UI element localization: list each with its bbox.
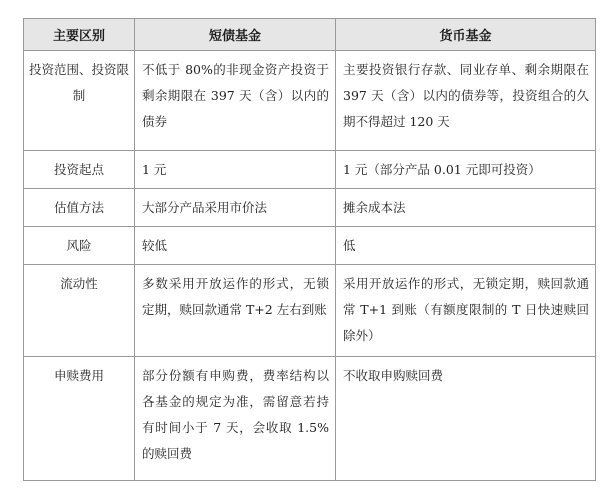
table-row-liquidity (24, 265, 596, 357)
comparison-table-container (23, 18, 595, 481)
short-bond-cell: 部分份额有申购费，费率结构以各基金的规定为准，需留意若持有时间小于 7 天，会收取 1.5%的赎回费 (135, 357, 336, 481)
table-row-investment-scope (24, 51, 596, 151)
short-bond-cell: 1 元 (135, 151, 336, 189)
money-fund-cell: 摊余成本法 (336, 189, 596, 227)
short-bond-cell: 多数采用开放运作的形式，无锁定期，赎回款通常 T+2 左右到账 (135, 265, 336, 357)
table-row-investment-minimum (24, 151, 596, 189)
row-label: 估值方法 (24, 189, 135, 227)
row-label: 流动性 (24, 265, 135, 357)
table-row-risk (24, 227, 596, 265)
money-fund-cell: 采用开放运作的形式，无锁定期，赎回款通常 T+1 到账（有额度限制的 T 日快速赎回除外） (336, 265, 596, 357)
table-row-valuation-method (24, 189, 596, 227)
short-bond-cell: 不低于 80%的非现金资产投资于剩余期限在 397 天（含）以内的债券 (135, 51, 336, 151)
short-bond-cell: 较低 (135, 227, 336, 265)
header-money-market-fund: 货币基金 (336, 19, 596, 51)
row-label: 申赎费用 (24, 357, 135, 481)
money-fund-cell: 1 元（部分产品 0.01 元即可投资） (336, 151, 596, 189)
table-row-subscription-redemption-fees (24, 357, 596, 481)
comparison-table (23, 18, 596, 481)
header-main-difference: 主要区别 (24, 19, 135, 51)
row-label: 投资范围、投资限制 (24, 51, 135, 151)
row-label: 风险 (24, 227, 135, 265)
row-label: 投资起点 (24, 151, 135, 189)
header-short-bond-fund: 短债基金 (135, 19, 336, 51)
money-fund-cell: 不收取申购赎回费 (336, 357, 596, 481)
short-bond-cell: 大部分产品采用市价法 (135, 189, 336, 227)
money-fund-cell: 低 (336, 227, 596, 265)
table-header-row (24, 19, 596, 51)
money-fund-cell: 主要投资银行存款、同业存单、剩余期限在 397 天（含）以内的债券等，投资组合的久期不得超过 120 天 (336, 51, 596, 151)
